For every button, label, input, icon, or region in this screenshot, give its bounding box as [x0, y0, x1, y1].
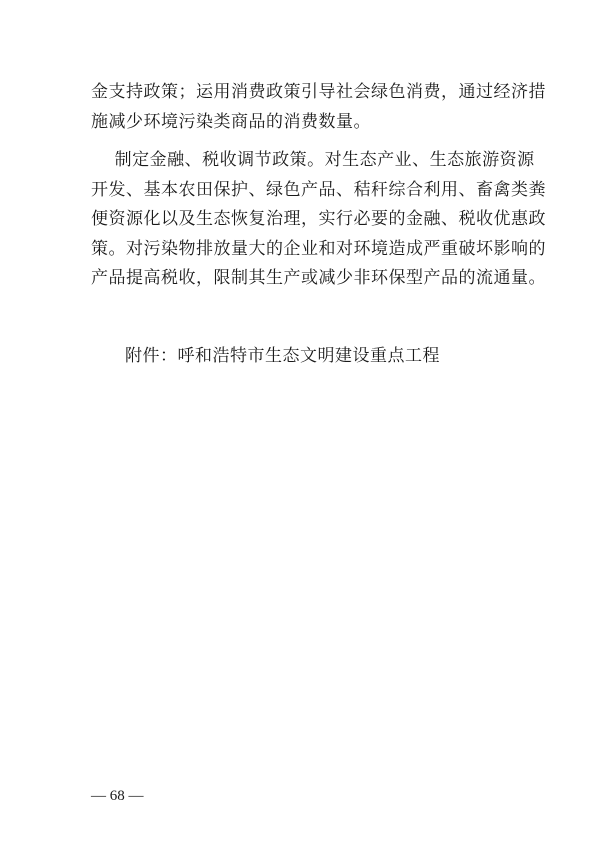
text-line: 开发、基本农田保护、绿色产品、秸秆综合利用、畜禽类粪	[91, 179, 546, 200]
text-line: 产品提高税收，限制其生产或减少非环保型产品的流通量。	[91, 268, 546, 288]
text-line: 制定金融、税收调节政策。对生态产业、生态旅游资源	[91, 150, 535, 170]
paragraph-financial-support	[91, 78, 546, 137]
text-line: 施减少环境污染类商品的消费数量。	[91, 111, 371, 132]
page-number: — 68 —	[91, 788, 144, 804]
text-line: 策。对污染物排放量大的企业和对环境造成严重破坏影响的	[91, 238, 546, 259]
paragraph-tax-policy	[91, 146, 546, 294]
text-line: 金支持政策；运用消费政策引导社会绿色消费，通过经济措	[91, 82, 546, 102]
attachment-note: 附件：呼和浩特市生态文明建设重点工程	[125, 346, 440, 366]
text-line: 便资源化以及生态恢复治理，实行必要的金融、税收优惠政	[91, 209, 546, 229]
